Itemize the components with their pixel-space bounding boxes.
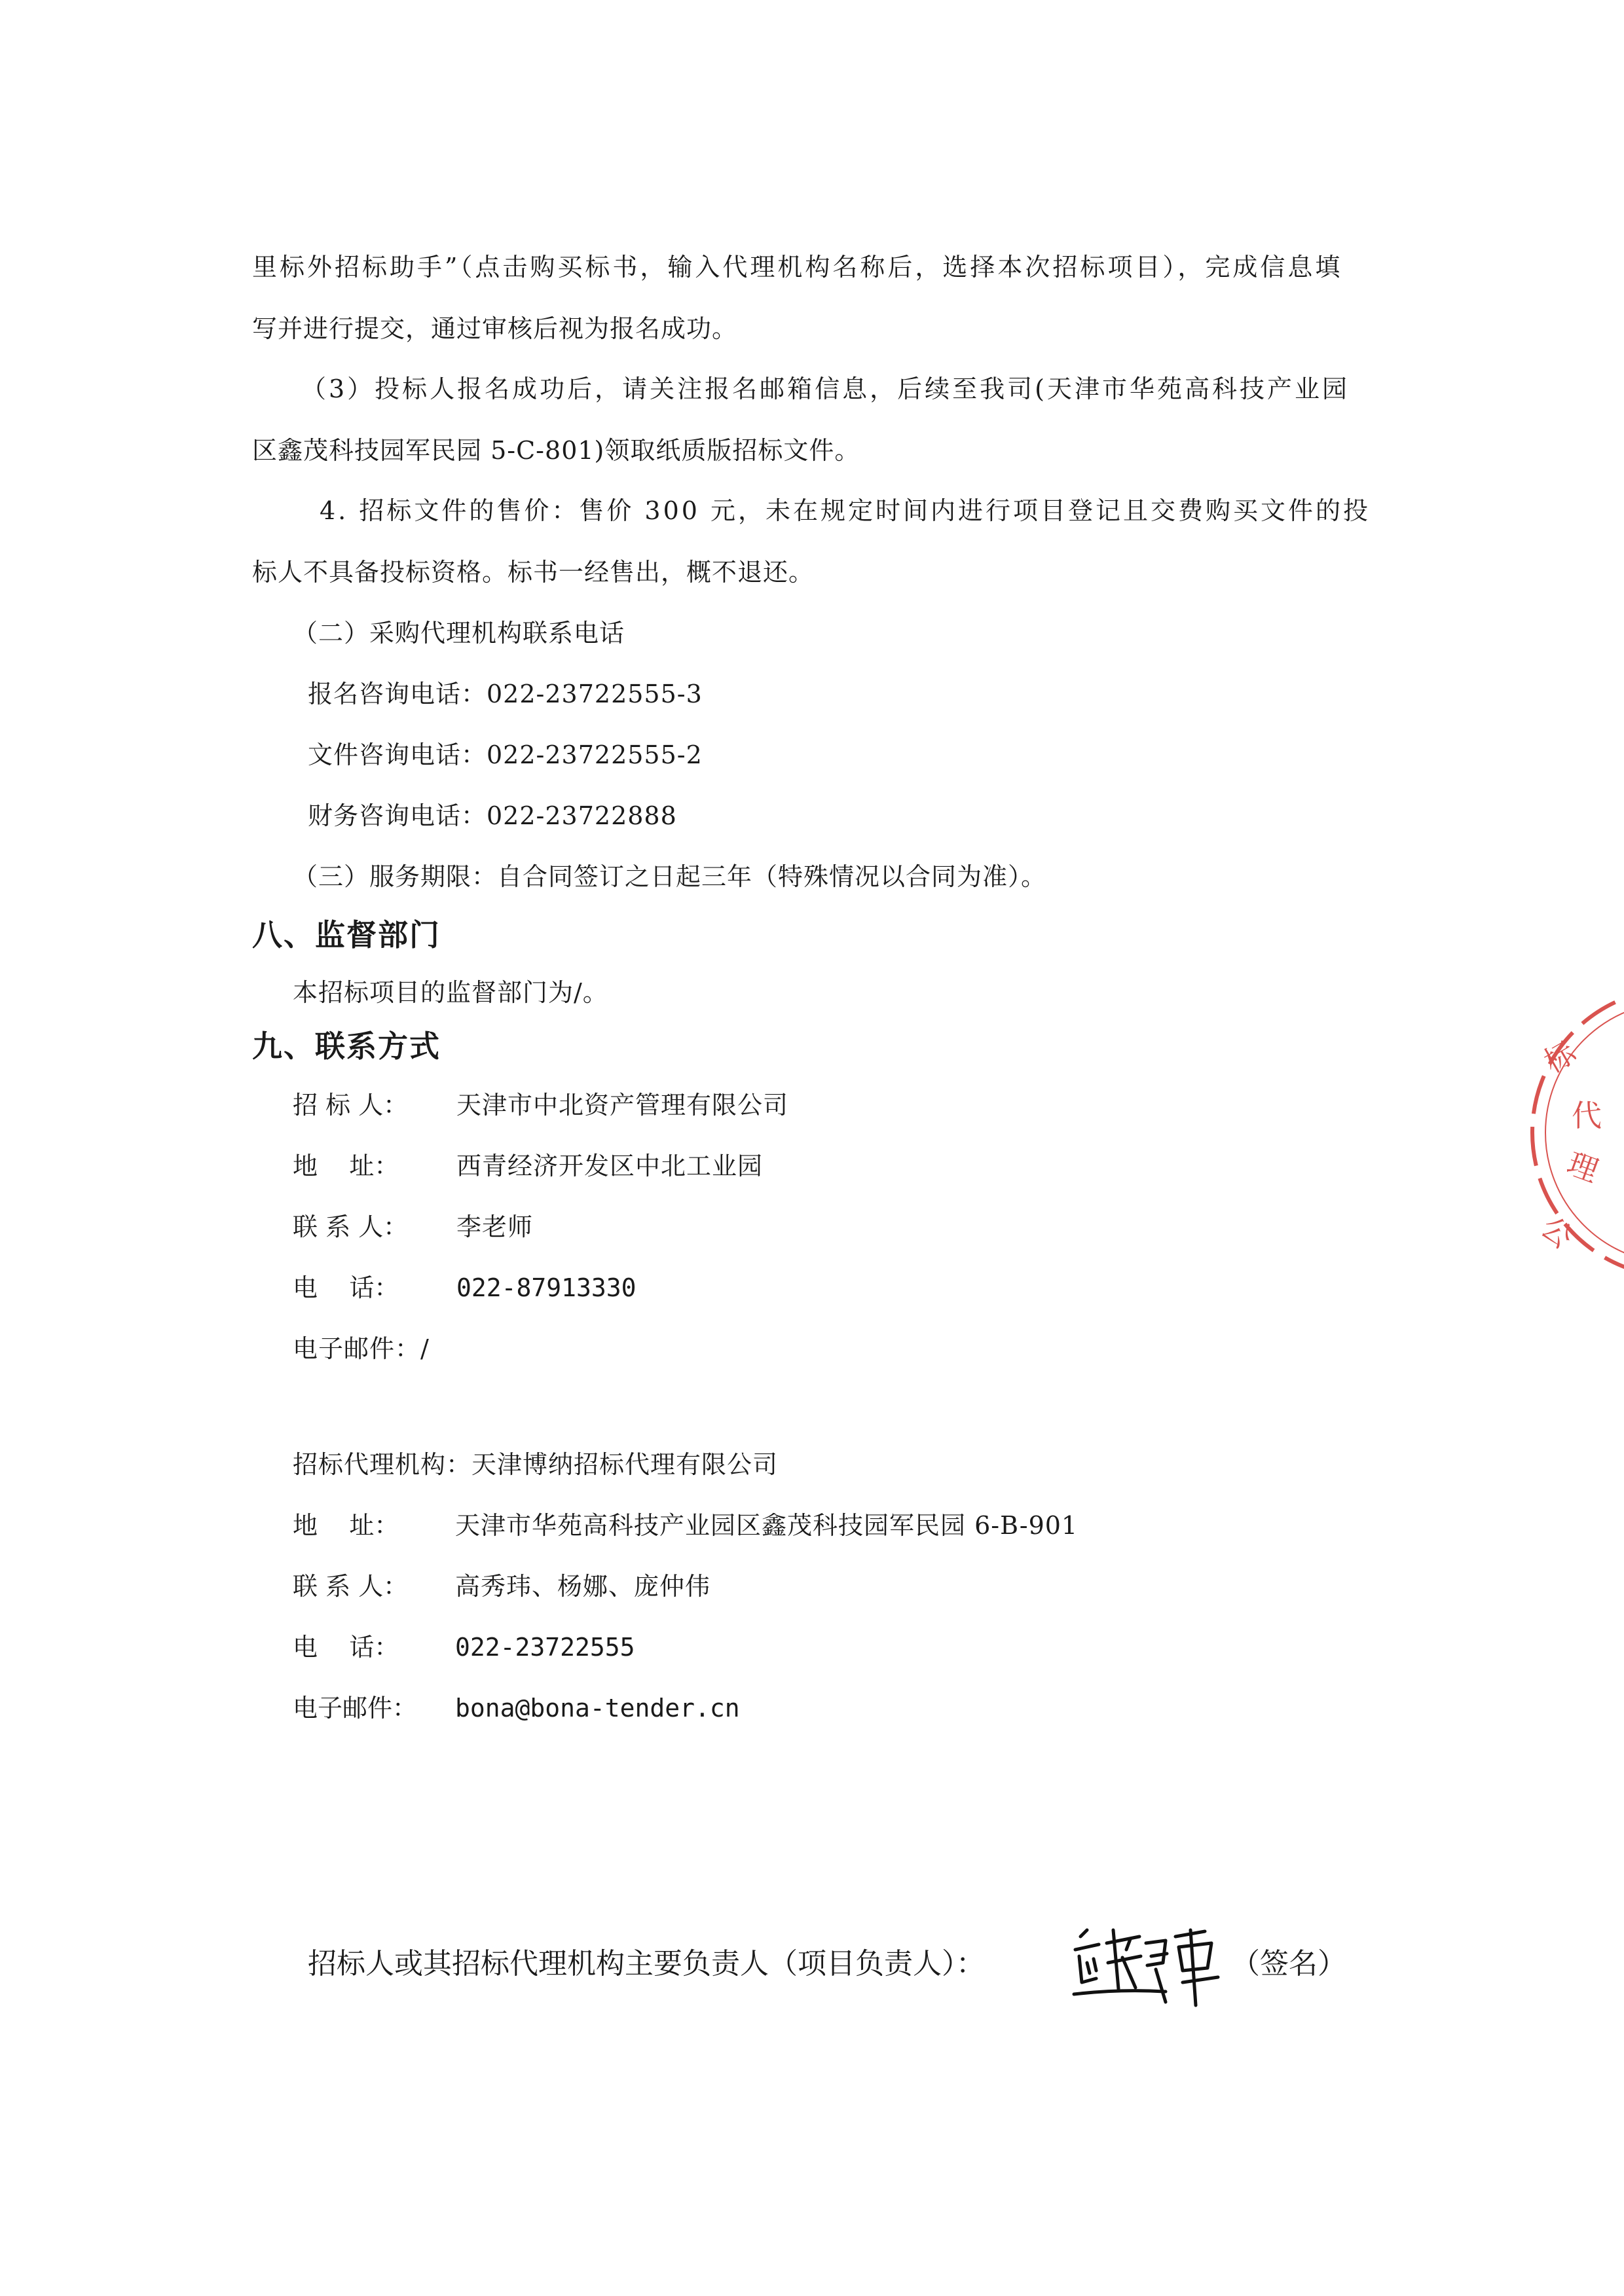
field-label: 招 标 人：	[293, 1091, 409, 1120]
tenderer-contact-row	[293, 1211, 533, 1243]
agency-address-row	[293, 1510, 1078, 1541]
signature-label: 招标人或其招标代理机构主要负责人（项目负责人）：	[308, 1947, 985, 1980]
field-label: 招标代理机构：	[293, 1450, 472, 1479]
agency-name-row	[293, 1449, 778, 1480]
field-label: 电 话：	[293, 1633, 399, 1662]
tenderer-address-row	[293, 1150, 763, 1182]
handwritten-signature	[1067, 1910, 1231, 2009]
tenderer-phone-row	[293, 1272, 637, 1303]
agency-contact: 高秀玮、杨娜、庞仲伟	[455, 1572, 711, 1601]
section-9-heading: 九、联系方式	[252, 1029, 441, 1064]
service-period: （三）服务期限：自合同签订之日起三年（特殊情况以合同为准）。	[293, 862, 1047, 891]
field-label: 电子邮件：	[293, 1334, 421, 1363]
agency-email-row	[293, 1692, 740, 1724]
agency-email: bona@bona-tender.cn	[455, 1694, 740, 1722]
company-seal-stamp	[1526, 975, 1624, 1290]
paragraph-1-line-2: 写并进行提交，通过审核后视为报名成功。	[252, 314, 738, 343]
agency-address: 天津市华苑高科技产业园区鑫茂科技园军民园 6-B-901	[455, 1511, 1079, 1540]
field-label: 地 址：	[293, 1152, 399, 1180]
svg-text:代: 代	[1572, 1098, 1602, 1133]
paragraph-2-line-1: （3）投标人报名成功后，请关注报名邮箱信息，后续至我司(天津市华苑高科技产业园	[301, 374, 1350, 403]
agency-name: 天津博纳招标代理有限公司	[471, 1450, 779, 1479]
svg-text:公: 公	[1534, 1209, 1580, 1256]
phone-finance: 财务咨询电话：022-23722888	[308, 801, 677, 830]
field-label: 联 系 人：	[293, 1572, 409, 1601]
paragraph-3-line-1: 4. 招标文件的售价：售价 300 元，未在规定时间内进行项目登记且交费购买文件的投	[320, 496, 1371, 525]
section-8-heading: 八、监督部门	[252, 917, 441, 953]
agency-phone-row	[293, 1631, 635, 1663]
contact-phones-title: （二）采购代理机构联系电话	[293, 619, 625, 647]
tenderer-contact: 李老师	[456, 1212, 534, 1241]
paragraph-2-line-2: 区鑫茂科技园军民园 5-C-801)领取纸质版招标文件。	[252, 436, 860, 465]
svg-text:理: 理	[1562, 1145, 1603, 1190]
signature-suffix: （签名）	[1231, 1947, 1346, 1980]
field-label: 电子邮件：	[293, 1694, 418, 1722]
phone-documents: 文件咨询电话：022-23722555-2	[308, 740, 703, 769]
section-8-text: 本招标项目的监督部门为/。	[293, 978, 608, 1007]
field-label: 电 话：	[293, 1273, 399, 1302]
tenderer-email: /	[420, 1334, 430, 1363]
tenderer-phone: 022-87913330	[456, 1273, 637, 1302]
tenderer-address: 西青经济开发区中北工业园	[456, 1152, 764, 1180]
tenderer-name-row	[293, 1089, 788, 1121]
svg-text:标: 标	[1538, 1034, 1582, 1080]
tenderer-name: 天津市中北资产管理有限公司	[456, 1091, 789, 1120]
tenderer-email-row	[293, 1333, 430, 1364]
paragraph-3-line-2: 标人不具备投标资格。标书一经售出，概不退还。	[252, 558, 815, 587]
agency-contact-row	[293, 1571, 710, 1602]
field-label: 联 系 人：	[293, 1212, 409, 1241]
paragraph-1-line-1: 里标外招标助手”（点击购买标书，输入代理机构名称后，选择本次招标项目），完成信息填	[252, 253, 1343, 282]
agency-phone: 022-23722555	[455, 1633, 635, 1662]
phone-registration: 报名咨询电话：022-23722555-3	[308, 680, 703, 708]
field-label: 地 址：	[293, 1511, 399, 1540]
